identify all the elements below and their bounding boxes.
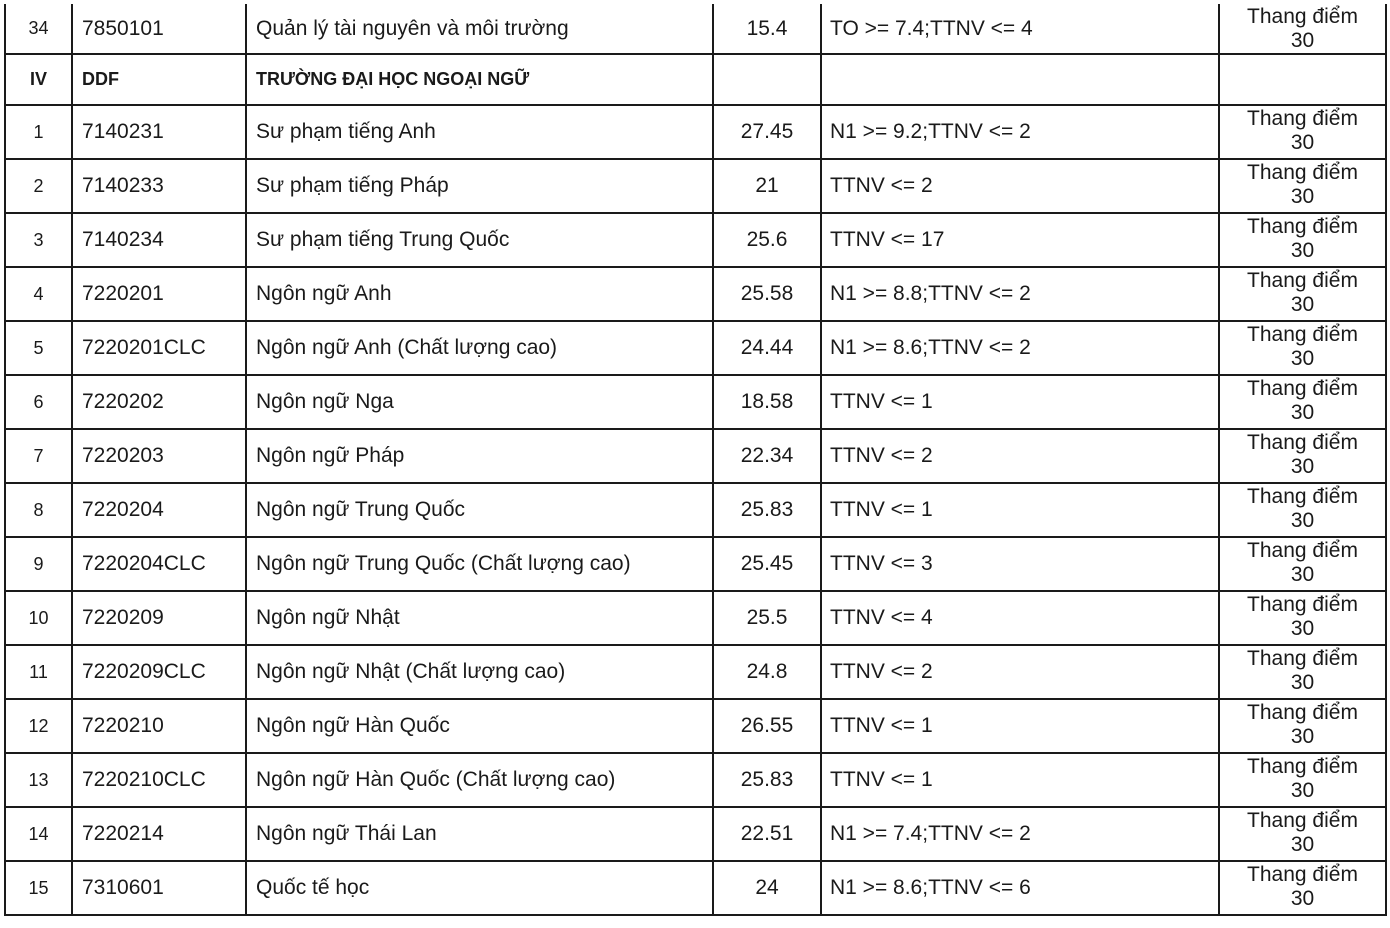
- major-name: Ngôn ngữ Thái Lan: [246, 807, 713, 861]
- major-code: 7140234: [72, 213, 246, 267]
- benchmark-score: 25.83: [713, 483, 821, 537]
- tie-break-condition: TTNV <= 1: [821, 699, 1219, 753]
- note-line-2: 30: [1290, 887, 1315, 910]
- row-number: 7: [5, 429, 72, 483]
- score-scale-note: [1219, 645, 1386, 699]
- table-row: [5, 591, 1386, 645]
- major-name: Ngôn ngữ Hàn Quốc: [246, 699, 713, 753]
- score-scale-note: [1219, 375, 1386, 429]
- table-row: [5, 861, 1386, 915]
- benchmark-score: 25.58: [713, 267, 821, 321]
- score-scale-note: [1219, 753, 1386, 807]
- score-scale-note: [1219, 483, 1386, 537]
- row-number: 2: [5, 159, 72, 213]
- note-line-2: 30: [1290, 28, 1315, 52]
- major-name: Ngôn ngữ Nhật (Chất lượng cao): [246, 645, 713, 699]
- admission-scores-table: [4, 4, 1387, 916]
- major-code: 7220210CLC: [72, 753, 246, 807]
- note-line-2: 30: [1290, 401, 1315, 424]
- major-code: 7220209: [72, 591, 246, 645]
- note-line-1: Thang điểm: [1247, 323, 1358, 346]
- major-code: 7310601: [72, 861, 246, 915]
- major-code: 7220210: [72, 699, 246, 753]
- tie-break-condition: TTNV <= 2: [821, 645, 1219, 699]
- major-name: Ngôn ngữ Anh: [246, 267, 713, 321]
- tie-break-condition: TTNV <= 4: [821, 591, 1219, 645]
- major-code: 7220202: [72, 375, 246, 429]
- score-scale-note: [1219, 699, 1386, 753]
- benchmark-score: 24.8: [713, 645, 821, 699]
- note-line-1: Thang điểm: [1247, 755, 1358, 778]
- note-line-1: Thang điểm: [1247, 269, 1358, 292]
- note-line-1: Thang điểm: [1247, 107, 1358, 130]
- note-line-2: 30: [1290, 509, 1315, 532]
- score-scale-note: [1219, 267, 1386, 321]
- tie-break-condition: N1 >= 9.2;TTNV <= 2: [821, 105, 1219, 159]
- note-line-2: 30: [1290, 833, 1315, 856]
- table-row: [5, 807, 1386, 861]
- section-school-code: DDF: [72, 54, 246, 105]
- section-empty-cell: [1219, 54, 1386, 105]
- row-number: 12: [5, 699, 72, 753]
- note-line-2: 30: [1290, 185, 1315, 208]
- table-row: [5, 753, 1386, 807]
- row-number: 34: [5, 4, 72, 54]
- section-empty-cell: [713, 54, 821, 105]
- table-row: [5, 537, 1386, 591]
- note-line-1: Thang điểm: [1247, 215, 1358, 238]
- score-scale-note: [1219, 429, 1386, 483]
- row-number: 9: [5, 537, 72, 591]
- note-line-1: Thang điểm: [1247, 539, 1358, 562]
- major-name: Quản lý tài nguyên và môi trường: [246, 4, 713, 54]
- major-code: 7220204CLC: [72, 537, 246, 591]
- row-number: 10: [5, 591, 72, 645]
- major-code: 7140231: [72, 105, 246, 159]
- benchmark-score: 24: [713, 861, 821, 915]
- table-row: [5, 267, 1386, 321]
- major-code: 7220201: [72, 267, 246, 321]
- table-row: [5, 159, 1386, 213]
- note-line-2: 30: [1290, 239, 1315, 262]
- benchmark-score: 25.6: [713, 213, 821, 267]
- row-number: 15: [5, 861, 72, 915]
- score-scale-note: [1219, 591, 1386, 645]
- note-line-1: Thang điểm: [1247, 431, 1358, 454]
- major-code: 7220204: [72, 483, 246, 537]
- score-scale-note: [1219, 159, 1386, 213]
- major-name: Ngôn ngữ Trung Quốc: [246, 483, 713, 537]
- major-code: 7220209CLC: [72, 645, 246, 699]
- note-line-1: Thang điểm: [1247, 647, 1358, 670]
- score-scale-note: [1219, 213, 1386, 267]
- major-code: 7220203: [72, 429, 246, 483]
- benchmark-score: 22.51: [713, 807, 821, 861]
- tie-break-condition: TTNV <= 1: [821, 483, 1219, 537]
- major-name: Ngôn ngữ Pháp: [246, 429, 713, 483]
- row-number: 11: [5, 645, 72, 699]
- tie-break-condition: TTNV <= 1: [821, 753, 1219, 807]
- note-line-2: 30: [1290, 779, 1315, 802]
- table-body: [5, 4, 1386, 915]
- tie-break-condition: N1 >= 7.4;TTNV <= 2: [821, 807, 1219, 861]
- row-number: 3: [5, 213, 72, 267]
- benchmark-score: 24.44: [713, 321, 821, 375]
- note-line-2: 30: [1290, 293, 1315, 316]
- table-row: [5, 429, 1386, 483]
- row-number: 8: [5, 483, 72, 537]
- major-name: Ngôn ngữ Nga: [246, 375, 713, 429]
- major-name: Sư phạm tiếng Anh: [246, 105, 713, 159]
- tie-break-condition: N1 >= 8.6;TTNV <= 2: [821, 321, 1219, 375]
- section-empty-cell: [821, 54, 1219, 105]
- benchmark-score: 25.5: [713, 591, 821, 645]
- row-number: 6: [5, 375, 72, 429]
- note-line-2: 30: [1290, 671, 1315, 694]
- benchmark-score: 22.34: [713, 429, 821, 483]
- table-row: [5, 4, 1386, 54]
- major-code: 7140233: [72, 159, 246, 213]
- section-roman-number: IV: [5, 54, 72, 105]
- major-name: Ngôn ngữ Hàn Quốc (Chất lượng cao): [246, 753, 713, 807]
- table-row: [5, 105, 1386, 159]
- tie-break-condition: TO >= 7.4;TTNV <= 4: [821, 4, 1219, 54]
- note-line-2: 30: [1290, 617, 1315, 640]
- note-line-1: Thang điểm: [1247, 593, 1358, 616]
- note-line-2: 30: [1290, 347, 1315, 370]
- note-line-1: Thang điểm: [1247, 701, 1358, 724]
- benchmark-score: 18.58: [713, 375, 821, 429]
- note-line-2: 30: [1290, 563, 1315, 586]
- tie-break-condition: TTNV <= 2: [821, 159, 1219, 213]
- benchmark-score: 25.83: [713, 753, 821, 807]
- major-code: 7850101: [72, 4, 246, 54]
- table-row: [5, 645, 1386, 699]
- note-line-1: Thang điểm: [1247, 863, 1358, 886]
- tie-break-condition: TTNV <= 17: [821, 213, 1219, 267]
- score-scale-note: [1219, 861, 1386, 915]
- tie-break-condition: TTNV <= 1: [821, 375, 1219, 429]
- table-row: [5, 375, 1386, 429]
- note-line-1: Thang điểm: [1247, 809, 1358, 832]
- table-row: [5, 483, 1386, 537]
- row-number: 1: [5, 105, 72, 159]
- score-scale-note: [1219, 105, 1386, 159]
- note-line-1: Thang điểm: [1247, 377, 1358, 400]
- major-name: Sư phạm tiếng Pháp: [246, 159, 713, 213]
- benchmark-score: 15.4: [713, 4, 821, 54]
- note-line-2: 30: [1290, 455, 1315, 478]
- score-scale-note: [1219, 4, 1386, 54]
- major-name: Ngôn ngữ Nhật: [246, 591, 713, 645]
- row-number: 4: [5, 267, 72, 321]
- section-school-name: TRƯỜNG ĐẠI HỌC NGOẠI NGỮ: [246, 54, 713, 105]
- table-row: [5, 699, 1386, 753]
- score-scale-note: [1219, 321, 1386, 375]
- table-row: [5, 321, 1386, 375]
- benchmark-score: 21: [713, 159, 821, 213]
- benchmark-score: 25.45: [713, 537, 821, 591]
- score-scale-note: [1219, 537, 1386, 591]
- note-line-1: Thang điểm: [1247, 161, 1358, 184]
- tie-break-condition: N1 >= 8.6;TTNV <= 6: [821, 861, 1219, 915]
- tie-break-condition: N1 >= 8.8;TTNV <= 2: [821, 267, 1219, 321]
- major-name: Quốc tế học: [246, 861, 713, 915]
- tie-break-condition: TTNV <= 3: [821, 537, 1219, 591]
- score-scale-note: [1219, 807, 1386, 861]
- row-number: 5: [5, 321, 72, 375]
- note-line-1: Thang điểm: [1247, 485, 1358, 508]
- major-name: Ngôn ngữ Trung Quốc (Chất lượng cao): [246, 537, 713, 591]
- note-line-1: Thang điểm: [1247, 4, 1358, 28]
- major-code: 7220201CLC: [72, 321, 246, 375]
- tie-break-condition: TTNV <= 2: [821, 429, 1219, 483]
- benchmark-score: 27.45: [713, 105, 821, 159]
- major-name: Sư phạm tiếng Trung Quốc: [246, 213, 713, 267]
- table-row: [5, 213, 1386, 267]
- major-name: Ngôn ngữ Anh (Chất lượng cao): [246, 321, 713, 375]
- note-line-2: 30: [1290, 725, 1315, 748]
- benchmark-score: 26.55: [713, 699, 821, 753]
- major-code: 7220214: [72, 807, 246, 861]
- row-number: 14: [5, 807, 72, 861]
- note-line-2: 30: [1290, 131, 1315, 154]
- section-header-row: [5, 54, 1386, 105]
- row-number: 13: [5, 753, 72, 807]
